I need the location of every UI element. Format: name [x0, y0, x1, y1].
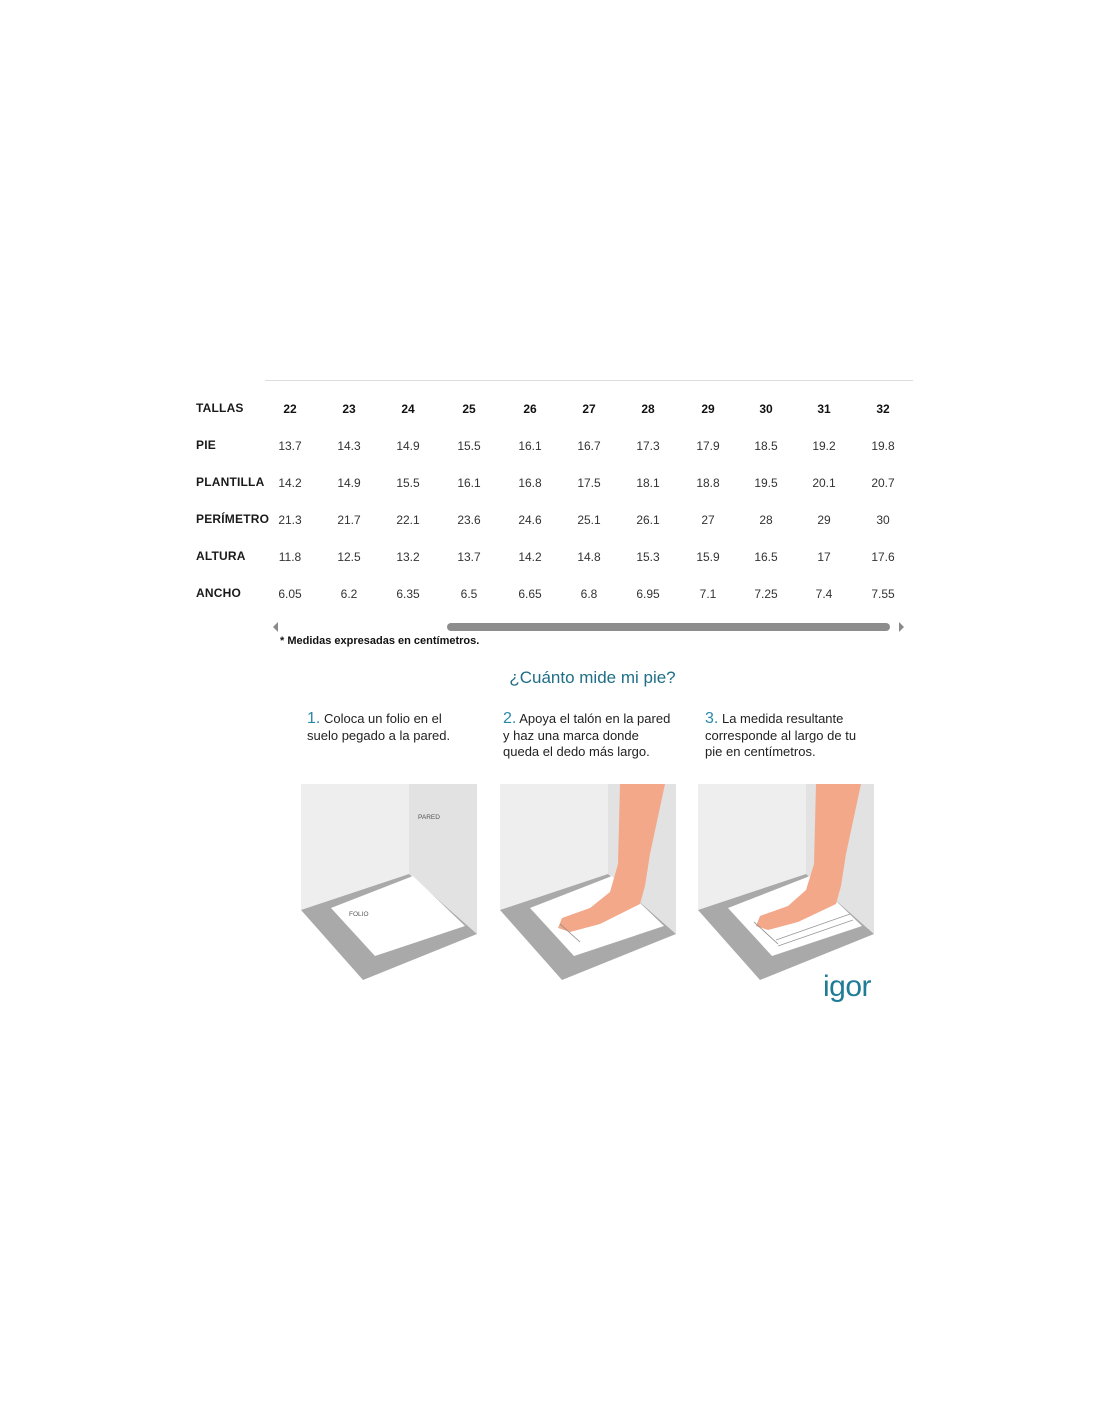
row-label-altura: ALTURA	[196, 549, 246, 563]
table-cell: 16.7	[577, 439, 601, 453]
table-cell: 17.5	[577, 476, 601, 490]
table-top-divider	[265, 380, 913, 381]
table-cell: 15.5	[396, 476, 420, 490]
illustration-foot-mark	[500, 784, 676, 984]
table-cell: 24.6	[518, 513, 542, 527]
table-cell: 7.55	[871, 587, 895, 601]
table-cell: 30	[876, 513, 890, 527]
table-cell: 14.9	[337, 476, 361, 490]
table-cell: 29	[701, 402, 715, 416]
scroll-left-arrow-icon[interactable]	[273, 622, 278, 632]
table-cell: 22.1	[396, 513, 420, 527]
table-cell: 20.7	[871, 476, 895, 490]
table-cell: 17	[817, 550, 831, 564]
table-cell: 23	[342, 402, 356, 416]
step-1-line-2: suelo pegado a la pared.	[307, 727, 451, 743]
table-cell: 14.3	[337, 439, 361, 453]
step-3-line-2: corresponde al largo de tu	[705, 727, 857, 743]
step-2-line-2: y haz una marca donde	[503, 727, 639, 743]
row-label-ancho: ANCHO	[196, 586, 241, 600]
table-cell: 13.2	[396, 550, 420, 564]
table-cell: 6.35	[396, 587, 420, 601]
table-cell: 6.65	[518, 587, 542, 601]
step-2-number: 2.	[503, 710, 517, 727]
table-cell: 12.5	[337, 550, 361, 564]
table-cell: 14.2	[518, 550, 542, 564]
illustration-paper-on-floor	[301, 784, 477, 984]
guide-title: ¿Cuánto mide mi pie?	[509, 668, 676, 687]
table-cell: 6.05	[278, 587, 302, 601]
table-cell: 14.2	[278, 476, 302, 490]
table-cell: 18.5	[754, 439, 778, 453]
table-cell: 23.6	[457, 513, 481, 527]
step-3-number: 3.	[705, 710, 719, 727]
row-label-perimetro: PERÍMETRO	[196, 512, 270, 526]
table-cell: 6.8	[580, 587, 598, 601]
table-cell: 22	[283, 402, 297, 416]
table-cell: 13.7	[457, 550, 481, 564]
row-label-plantilla: PLANTILLA	[196, 475, 265, 489]
table-cell: 28	[641, 402, 655, 416]
step-3-line-1: La medida resultante	[721, 711, 844, 726]
table-cell: 17.6	[871, 550, 895, 564]
table-cell: 6.2	[340, 587, 358, 601]
table-cell: 15.9	[696, 550, 720, 564]
table-cell: 16.1	[518, 439, 542, 453]
table-cell: 7.1	[699, 587, 717, 601]
table-cell: 18.8	[696, 476, 720, 490]
table-cell: 27	[582, 402, 596, 416]
step-1-line-1: Coloca un folio en el	[323, 711, 442, 726]
table-cell: 16.8	[518, 476, 542, 490]
table-cell: 21.3	[278, 513, 302, 527]
step-3	[705, 711, 856, 761]
table-cell: 27	[701, 513, 715, 527]
table-cell: 14.9	[396, 439, 420, 453]
table-cell: 14.8	[577, 550, 601, 564]
step-2	[503, 711, 670, 761]
row-label-pie: PIE	[196, 438, 216, 452]
step-3-line-3: pie en centímetros.	[705, 744, 816, 759]
table-cell: 29	[817, 513, 831, 527]
table-cell: 15.5	[457, 439, 481, 453]
table-cell: 21.7	[337, 513, 361, 527]
paper-label: FOLIO	[349, 911, 369, 918]
table-cell: 24	[401, 402, 415, 416]
table-cell: 19.2	[812, 439, 836, 453]
step-1-number: 1.	[307, 710, 321, 727]
table-cell: 11.8	[278, 550, 302, 564]
table-cell: 7.4	[815, 587, 833, 601]
table-cell: 16.5	[754, 550, 778, 564]
table-cell: 25.1	[577, 513, 601, 527]
table-cell: 15.3	[636, 550, 660, 564]
step-2-line-3: queda el dedo más largo.	[503, 744, 650, 759]
table-cell: 6.95	[636, 587, 660, 601]
table-cell: 20.1	[812, 476, 836, 490]
table-cell: 19.8	[871, 439, 895, 453]
table-cell: 13.7	[278, 439, 302, 453]
table-cell: 25	[462, 402, 476, 416]
table-cell: 17.3	[636, 439, 660, 453]
table-cell: 32	[876, 402, 890, 416]
table-cell: 30	[759, 402, 773, 416]
wall-label: PARED	[418, 814, 440, 821]
table-cell: 19.5	[754, 476, 778, 490]
igor-logo: igor	[823, 970, 872, 1003]
illustration-foot-measure	[698, 784, 874, 984]
table-cell: 18.1	[636, 476, 660, 490]
step-2-line-1: Apoya el talón en la pared	[519, 711, 671, 726]
table-cell: 26.1	[636, 513, 660, 527]
table-cell: 26	[523, 402, 537, 416]
row-label-tallas: TALLAS	[196, 401, 244, 415]
scroll-right-arrow-icon[interactable]	[899, 622, 904, 632]
units-note: * Medidas expresadas en centímetros.	[280, 635, 480, 647]
table-cell: 28	[759, 513, 773, 527]
table-cell: 31	[817, 402, 831, 416]
table-cell: 16.1	[457, 476, 481, 490]
step-1	[307, 711, 450, 744]
table-cell: 6.5	[460, 587, 478, 601]
horizontal-scrollbar-thumb[interactable]	[447, 623, 890, 631]
table-cell: 7.25	[754, 587, 778, 601]
table-cell: 17.9	[696, 439, 720, 453]
